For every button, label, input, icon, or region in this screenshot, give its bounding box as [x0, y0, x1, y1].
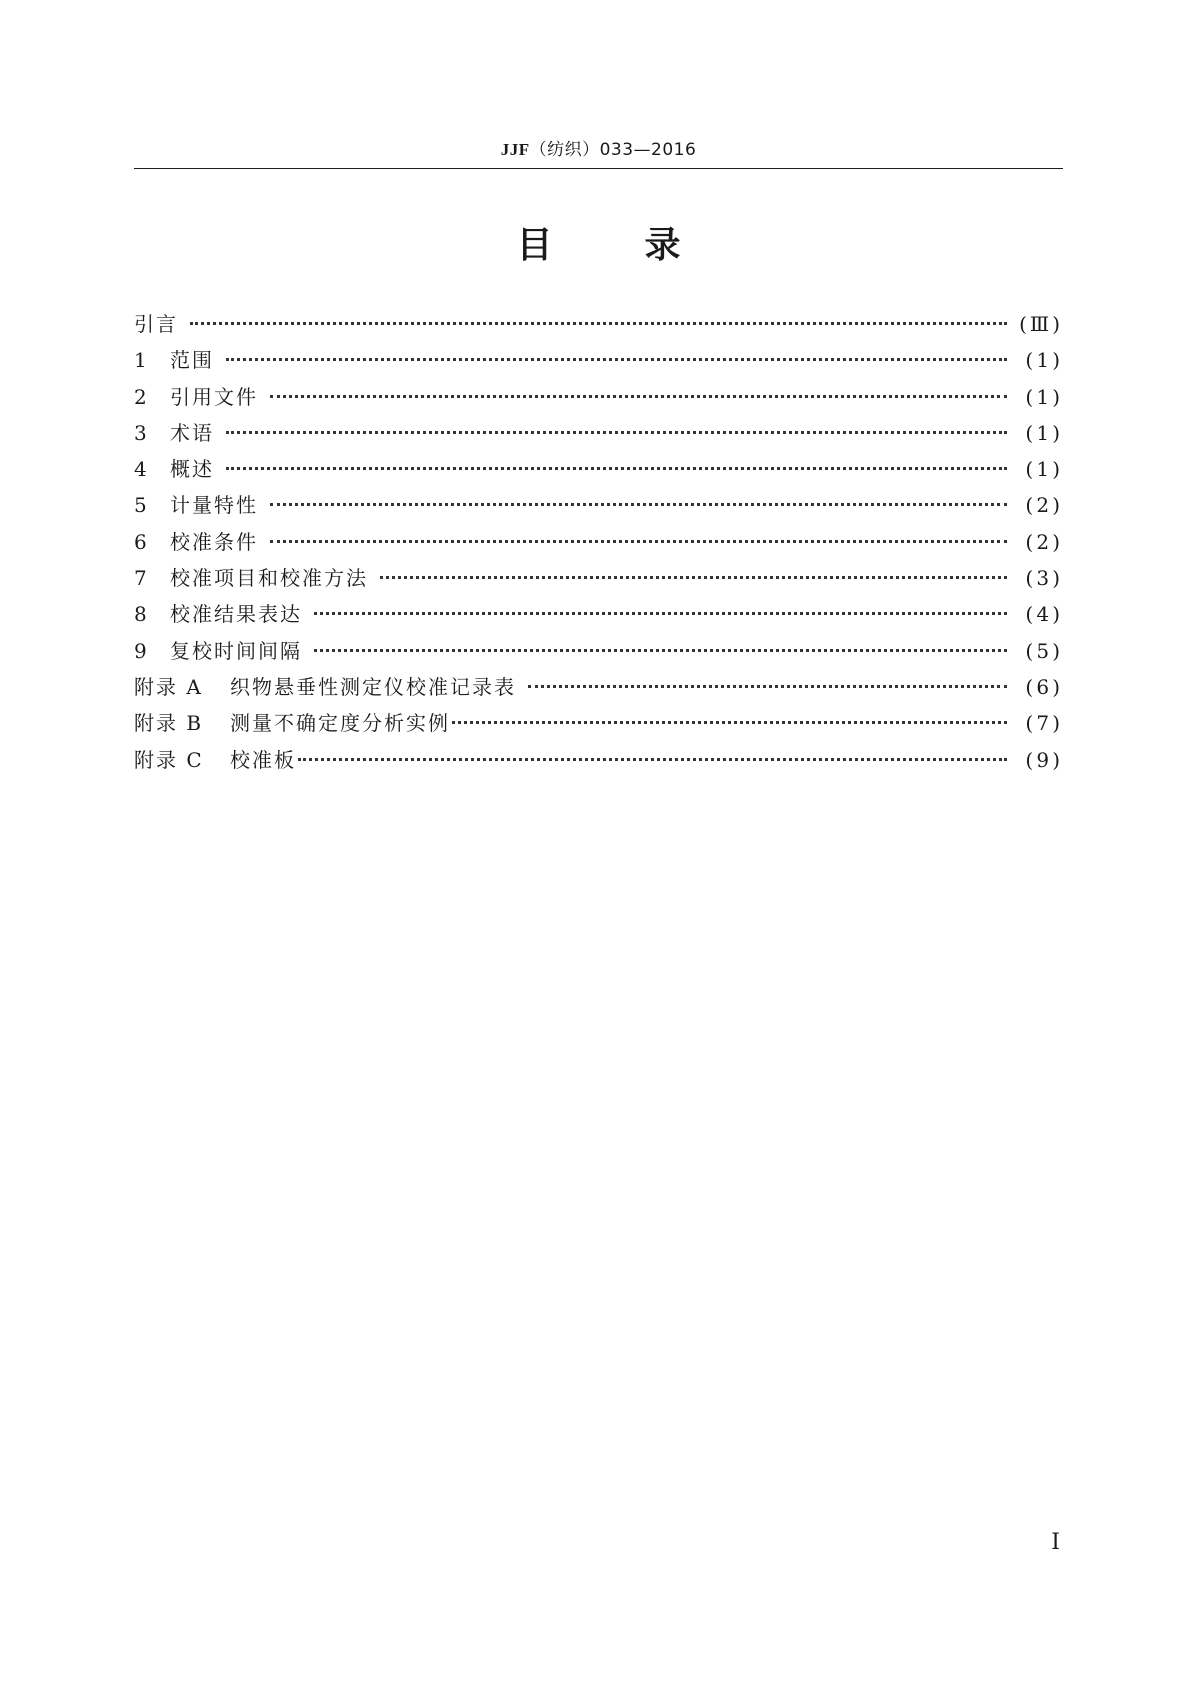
toc-entry-label: 织物悬垂性测定仪校准记录表	[230, 674, 516, 699]
toc-dot-leader	[314, 612, 1007, 615]
toc-entry-label: 术语	[170, 420, 214, 445]
toc-entry-label: 校准条件	[170, 529, 258, 554]
toc-entry-page: (Ⅲ)	[1019, 312, 1063, 336]
toc-entry-number: 5	[134, 493, 147, 518]
toc-entry-number: 6	[134, 529, 147, 554]
toc-entry-label: 计量特性	[170, 493, 258, 518]
toc-entry-number: 9	[134, 638, 147, 663]
toc-entry-6[interactable]	[134, 524, 1063, 560]
toc-entry-page: (4)	[1025, 602, 1063, 627]
toc-dot-leader	[314, 649, 1007, 652]
toc-dot-leader	[226, 358, 1007, 361]
standard-number: 033—2016	[599, 140, 697, 160]
toc-entry-label: 引用文件	[170, 384, 258, 409]
toc-entry-label: 范围	[170, 348, 214, 373]
toc-dot-leader	[380, 576, 1007, 579]
toc-dot-leader	[270, 503, 1007, 506]
toc-dot-leader	[528, 685, 1007, 688]
toc-dot-leader	[298, 758, 1007, 761]
page-title-char-2: 录	[644, 225, 773, 266]
page-header	[134, 132, 1063, 168]
toc-entry-label: 校准板	[230, 747, 296, 772]
toc-entry-label: 引言	[134, 312, 178, 336]
toc-entry-appendix-c[interactable]	[134, 742, 1063, 778]
toc-entry-3[interactable]	[134, 415, 1063, 451]
toc-dot-leader	[226, 467, 1007, 470]
page-title-char-1: 目	[516, 225, 645, 266]
toc-entry-9[interactable]	[134, 633, 1063, 669]
toc-dot-leader	[270, 395, 1007, 398]
toc-entry-number: 1	[134, 348, 147, 373]
toc-entry-page: (1)	[1025, 348, 1063, 373]
toc-dot-leader	[190, 322, 1007, 325]
toc-entry-7[interactable]	[134, 560, 1063, 596]
toc-entry-label: 校准结果表达	[170, 602, 302, 627]
header-rule	[134, 168, 1063, 169]
toc-appendix-prefix: 附录 B	[134, 711, 204, 736]
toc-entry-page: (7)	[1025, 711, 1063, 736]
toc-entry-5[interactable]	[134, 487, 1063, 523]
toc-entry-page: (1)	[1025, 384, 1063, 409]
toc-entry-number: 8	[134, 602, 147, 627]
toc-appendix-prefix: 附录 A	[134, 674, 203, 699]
table-of-contents	[134, 306, 1063, 778]
toc-entry-label: 测量不确定度分析实例	[230, 711, 450, 736]
toc-entry-label: 复校时间间隔	[170, 638, 302, 663]
toc-entry-number: 7	[134, 566, 147, 591]
toc-entry-4[interactable]	[134, 451, 1063, 487]
standard-code: JJF	[500, 140, 530, 159]
toc-appendix-prefix: 附录 C	[134, 747, 204, 772]
toc-entry-page: (2)	[1025, 493, 1063, 518]
toc-dot-leader	[452, 721, 1007, 724]
standard-category: （纺织）	[529, 140, 600, 160]
toc-entry-page: (9)	[1025, 747, 1063, 772]
toc-entry-page: (5)	[1025, 638, 1063, 663]
toc-entry-number: 4	[134, 457, 147, 482]
toc-entry-2[interactable]	[134, 379, 1063, 415]
toc-entry-label: 概述	[170, 457, 214, 482]
toc-entry-appendix-b[interactable]	[134, 705, 1063, 741]
toc-entry-page: (1)	[1025, 457, 1063, 482]
toc-dot-leader	[270, 540, 1007, 543]
toc-entry-page: (1)	[1025, 420, 1063, 445]
toc-entry-8[interactable]	[134, 596, 1063, 632]
toc-entry-page: (6)	[1025, 674, 1063, 699]
toc-entry-appendix-a[interactable]	[134, 669, 1063, 705]
toc-entry-number: 2	[134, 384, 147, 409]
toc-entry-1[interactable]	[134, 342, 1063, 378]
toc-dot-leader	[226, 431, 1007, 434]
toc-entry-page: (2)	[1025, 529, 1063, 554]
page-number: Ⅰ	[1051, 1530, 1060, 1555]
toc-entry-number: 3	[134, 420, 147, 445]
page-title	[134, 216, 1063, 276]
toc-entry-introduction[interactable]	[134, 306, 1063, 342]
toc-entry-label: 校准项目和校准方法	[170, 566, 368, 591]
toc-entry-page: (3)	[1025, 566, 1063, 591]
